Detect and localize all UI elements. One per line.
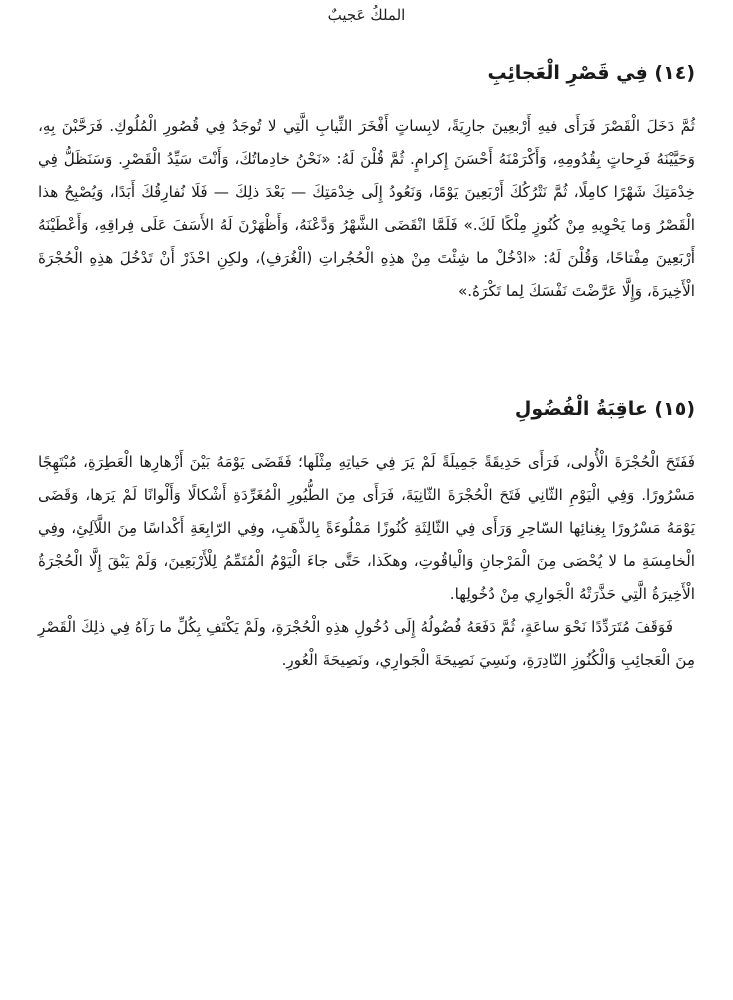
paragraph: فَفَتَحَ الْحُجْرَةَ الْأُولى، فَرَأَى حَدِيقَةً جَمِيلَةً لَمْ يَرَ فِي حَياتِهِ مِثْلَها؛ فَقَضَى يَوْمَهُ بَيْنَ أَزْهارِها الْعَطِرَةِ، مُبْتَهِجًا مَسْرُورًا. وَفِي الْيَوْمِ الثّانِي فَتَحَ الْحُجْرَةَ الثّانِيَةَ، فَرَأَى مِنَ الطُّيُورِ الْمُغَرِّدَةِ أَشْكالًا وَأَلْوانًا لَمْ يَرَها، وَقَضَى يَوْمَهُ مَسْرُورًا بِغِنائِها السّاحِرِ وَرَأَى فِي الثّالِثَةِ كُنُوزًا مَمْلُوءَةً بِالذَّهَبِ، وفِي الرّابِعَةِ أَكْداسًا مِنَ اللَّآلِئِ، وفِي الْخامِسَةِ ما لا يُحْصَى مِنَ الْمَرْجانِ وَالْياقُوتِ، وهكَذا، حَتَّى جاءَ الْيَوْمُ الْمُتَمِّمُ لِلْأَرْبَعِينَ، وَلَمْ يَبْقَ إِلَّا الْحُجْرَةُ الْأَخِيرَةُ الَّتِي حَذَّرَتْهُ الْجَوارِي مِنْ دُخُولِها. [38, 453, 695, 603]
paragraph: فَوَقَفَ مُتَرَدِّدًا نَحْوَ ساعَةٍ، ثُمَّ دَفَعَهُ فُضُولُهُ إِلَى دُخُولِ هذِهِ الْحُجْرَةِ، ولَمْ يَكْتَفِ بِكُلِّ ما رَآهُ فِي ذلِكَ الْقَصْرِ مِنَ الْعَجائِبِ وَالْكُنُوزِ النّادِرَةِ، ونَسِيَ نَصِيحَةَ الْجَوارِي، ونَصِيحَةَ الْعُورِ. [38, 618, 695, 669]
section-title: (١٥) عاقِبَةُ الْفُضُولِ [514, 398, 695, 420]
section-15 [38, 394, 695, 677]
running-head: الملكُ عَجيبٌ [327, 6, 406, 24]
section-14 [38, 58, 695, 308]
paragraph: ثُمَّ دَخَلَ الْقَصْرَ فَرَأَى فيهِ أَرْبعِينَ جارِيَةً، لابِساتٍ أَفْخَرَ الثِّيابِ الَّتِي لا تُوجَدُ فِي قُصُورِ الْمُلُوكِ. فَرَحَّبْنَ بِهِ، وَحَيَّيْنَهُ فَرِحاتٍ بِقُدُومِهِ، وَأَكْرَمْنَهُ أَحْسَنَ إِكرامٍ. ثُمَّ قُلْنَ لَهُ: «نَحْنُ خادِماتُكَ، وَأَنْتَ سَيِّدُ الْقَصْرِ. وَسَنَظَلُّ فِي خِدْمَتِكَ شَهْرًا كامِلًا، ثُمَّ نَتْرُكُكَ أَرْبَعِينَ يَوْمًا، وَنَعُودُ إِلَى خِدْمَتِكَ — بَعْدَ ذلِكَ — فَلَا نُفارِقُكَ أَبَدًا، وَيُصْبِحُ هذا الْقَصْرُ وَما يَحْوِيهِ مِنْ كُنُوزٍ مِلْكًا لَكَ.» فَلَمَّا انْقَضَى الشَّهْرُ وَدَّعْنَهُ، وَأَظْهَرْنَ لَهُ الأَسَفَ عَلَى فِراقِهِ، وَأَعْطَيْنَهُ أَرْبَعِينَ مِفْتاحًا، وَقُلْنَ لَهُ: «ادْخُلْ ما شِئْتَ مِنْ هذِهِ الْحُجُراتِ (الْغُرَفِ)، ولكِنِ احْذَرْ أَنْ تَدْخُلَ هذِهِ الْحُجْرَةَ الْأَخِيرَةَ، وَإِلَّا عَرَّضْتَ نَفْسَكَ لِما تَكْرَهُ.» [38, 117, 695, 300]
section-title: (١٤) فِي قَصْرِ الْعَجائِبِ [487, 62, 695, 84]
